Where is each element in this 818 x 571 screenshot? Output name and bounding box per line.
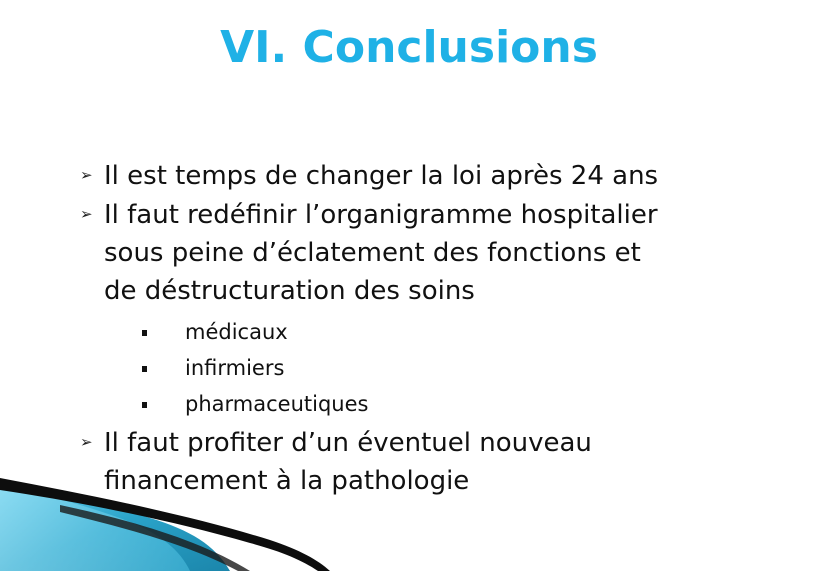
- bullet-2-line-1: Il faut redéfinir l’organigramme hospitalier: [104, 200, 658, 230]
- sub-bullet-2: infirmiers: [185, 356, 285, 380]
- bullet-2: [104, 196, 794, 310]
- bullet-2-line-3: de déstructuration des soins: [104, 276, 475, 306]
- bullet-2-line-2: sous peine d’éclatement des fonctions et: [104, 238, 641, 268]
- arrow-bullet-icon: ➢: [80, 166, 93, 184]
- square-bullet-icon: [142, 330, 147, 336]
- sub-bullet-1: médicaux: [185, 320, 288, 344]
- square-bullet-icon: [142, 366, 147, 372]
- bullet-1-line-1: Il est temps de changer la loi après 24 ans: [104, 161, 659, 191]
- bullet-3: [104, 424, 794, 500]
- square-bullet-icon: [142, 402, 147, 408]
- bullet-3-line-2: financement à la pathologie: [104, 466, 470, 496]
- slide-title: VI. Conclusions: [220, 22, 598, 73]
- bullet-3-line-1: Il faut profiter d’un éventuel nouveau: [104, 428, 592, 458]
- arrow-bullet-icon: ➢: [80, 205, 93, 223]
- sub-bullet-3: pharmaceutiques: [185, 392, 369, 416]
- arrow-bullet-icon: ➢: [80, 433, 93, 451]
- bullet-1: [104, 157, 794, 195]
